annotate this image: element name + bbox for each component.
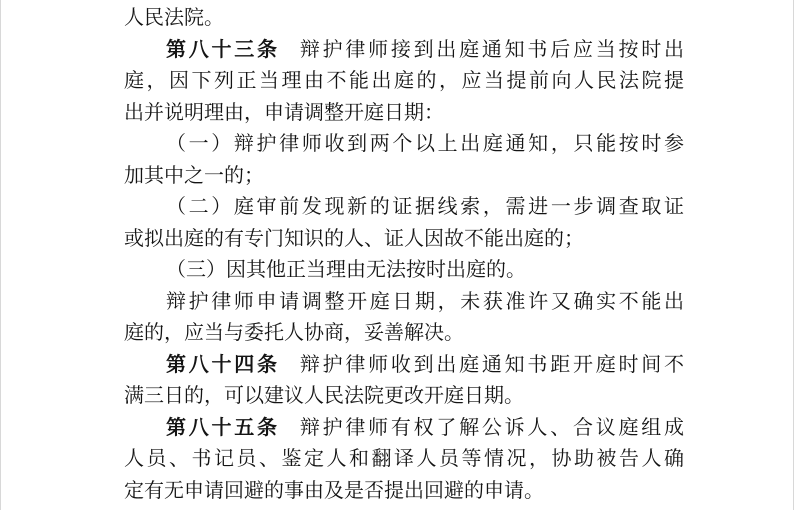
article-83-heading-line (166, 34, 684, 66)
list-item-3-line (166, 254, 684, 286)
article-84-heading-line (166, 349, 684, 381)
text-line (124, 2, 684, 34)
line-text: 定有无申请回避的事由及是否提出回避的申请。 (124, 477, 544, 502)
line-text: 人民法院。 (124, 5, 224, 29)
line-text: 或拟出庭的有专门知识的人、证人因故不能出庭的； (124, 225, 584, 250)
text-line (124, 223, 684, 255)
line-text: 辩护律师接到出庭通知书后应当按时出 (299, 36, 684, 61)
line-text: 加其中之一的； (124, 162, 264, 187)
paragraph-line (166, 286, 684, 318)
line-text: 辩护律师收到出庭通知书距开庭时间不 (299, 351, 684, 376)
article-number: 第八十五条 (166, 414, 280, 439)
text-line (124, 160, 684, 192)
text-line (124, 380, 684, 412)
article-number: 第八十四条 (166, 351, 280, 376)
text-line (124, 475, 684, 507)
line-text: 出并说明理由，申请调整开庭日期： (124, 99, 444, 124)
text-line (124, 65, 684, 97)
line-text: 辩护律师有权了解公诉人、合议庭组成 (299, 414, 684, 439)
line-text: 满三日的，可以建议人民法院更改开庭日期。 (124, 383, 524, 407)
line-text: （三）因其他正当理由无法按时出庭的。 (166, 257, 526, 281)
line-text: （一）辩护律师收到两个以上出庭通知，只能按时参 (166, 131, 684, 155)
line-text: 庭的，应当与委托人协商，妥善解决。 (124, 320, 464, 344)
text-line (124, 317, 684, 349)
list-item-1-line (166, 128, 684, 160)
text-line (124, 97, 684, 129)
list-item-2-line (166, 191, 684, 223)
line-text: （二）庭审前发现新的证据线索，需进一步调查取证 (166, 194, 684, 218)
text-line (124, 443, 684, 475)
article-number: 第八十三条 (166, 36, 280, 61)
article-85-heading-line (166, 412, 684, 444)
line-text: 庭，因下列正当理由不能出庭的，应当提前向人民法院提 (124, 68, 684, 92)
line-text: 辩护律师申请调整开庭日期，未获准许又确实不能出 (166, 288, 684, 313)
line-text: 人员、书记员、鉴定人和翻译人员等情况，协助被告人确 (124, 446, 684, 470)
page-edge-left (0, 0, 1, 510)
